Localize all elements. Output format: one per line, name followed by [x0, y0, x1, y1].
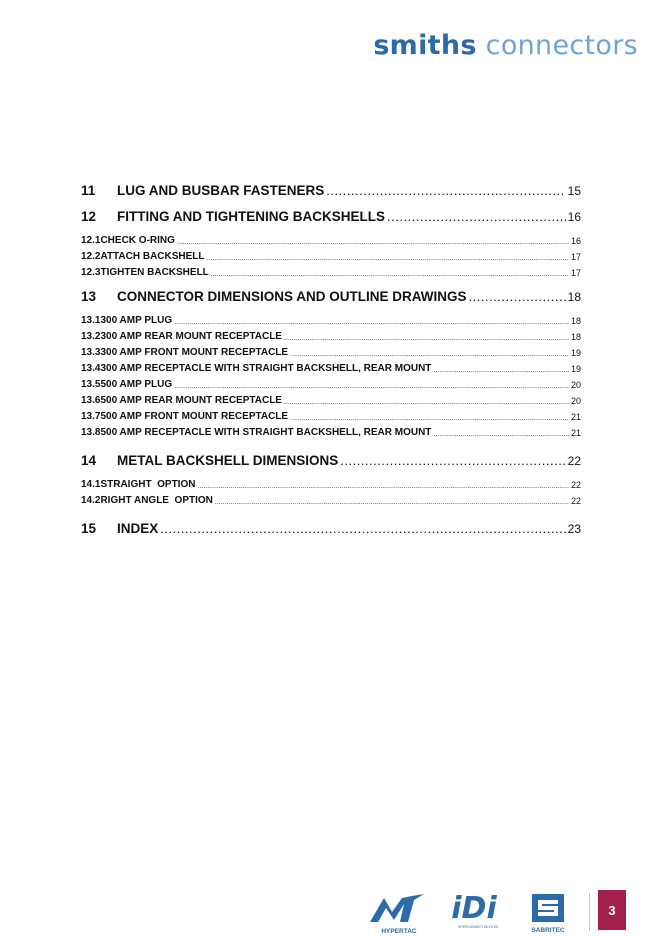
toc-page-number: 18 [570, 332, 581, 342]
toc-entry-number: 13 [81, 289, 97, 304]
toc-entry-number: 15 [81, 521, 97, 536]
toc-subentry-label: 13.7500 AMP FRONT MOUNT RECEPTACLE [81, 411, 289, 422]
toc-subentry-label: 13.8500 AMP RECEPTACLE WITH STRAIGHT BACKSHELL, REAR MOUNT [81, 427, 432, 438]
toc-entry-title: METAL BACKSHELL DIMENSIONS [117, 453, 339, 468]
toc-subentry-12-1[interactable] [81, 230, 581, 246]
toc-subentry-label: 13.6500 AMP REAR MOUNT RECEPTACLE [81, 395, 282, 406]
toc-entry-number: 11 [81, 183, 96, 198]
toc-entry-title: CONNECTOR DIMENSIONS AND OUTLINE DRAWINGS [117, 289, 467, 304]
toc-page-number: 17 [570, 252, 581, 262]
toc-entry-title: FITTING AND TIGHTENING BACKSHELLS [117, 209, 385, 224]
logo-word-smiths: smiths [373, 30, 477, 61]
toc-page-number: 19 [570, 364, 581, 374]
toc-subentry-13-5[interactable] [81, 374, 581, 390]
page-number-badge [598, 890, 626, 930]
toc-page-number: 18 [570, 316, 581, 326]
toc-subentry-13-2[interactable] [81, 326, 581, 342]
hypertac-logo [368, 890, 430, 936]
toc-subentry-13-6[interactable] [81, 390, 581, 406]
dot-leader [177, 239, 569, 246]
toc-subentry-13-1[interactable] [81, 310, 581, 326]
dot-leader [284, 399, 569, 406]
toc-entry-number: 12 [81, 209, 97, 224]
toc-page-number: 23 [567, 522, 581, 536]
idi-logo-text: iDi [451, 891, 497, 926]
dot-leader [215, 499, 569, 506]
dot-leader [290, 415, 569, 422]
toc-subentry-14-1[interactable] [81, 474, 581, 490]
toc-subentry-label: 13.3300 AMP FRONT MOUNT RECEPTACLE [81, 347, 289, 358]
toc-page-number: 17 [570, 268, 581, 278]
toc-subentry-14-2[interactable] [81, 490, 581, 506]
toc-subentry-label: 13.5500 AMP PLUG [81, 379, 173, 390]
toc-page-number: 19 [570, 348, 581, 358]
toc-subentry-12-2[interactable] [81, 246, 581, 262]
toc-page-number: 20 [570, 380, 581, 390]
toc-page-number: 15 [567, 184, 581, 198]
smiths-connectors-logo [373, 30, 638, 61]
hypertac-logo-text: HYPERTAC [381, 928, 417, 935]
toc-page-number: 22 [570, 496, 581, 506]
toc-subentry-label: 14.2RIGHT ANGLE OPTION [81, 495, 213, 506]
toc-subentry-label: 12.3TIGHTEN BACKSHELL [81, 267, 209, 278]
dot-leader [433, 367, 569, 374]
idi-logo-subtext: INTERCONNECT DEVICES [457, 925, 499, 929]
toc-page-number: 22 [570, 480, 581, 490]
dot-leader [284, 335, 569, 342]
toc-entry-11[interactable] [81, 172, 581, 198]
dot-leader [469, 289, 566, 304]
toc-page-number: 18 [567, 290, 581, 304]
dot-leader [326, 183, 565, 198]
sabritec-logo-text: SABRITEC [531, 927, 565, 934]
toc-page-number: 16 [570, 236, 581, 246]
toc-subentry-13-7[interactable] [81, 406, 581, 422]
footer-divider [589, 893, 590, 931]
toc-subentry-label: 12.2ATTACH BACKSHELL [81, 251, 205, 262]
toc-page-number: 16 [567, 210, 581, 224]
toc-subentry-13-4[interactable] [81, 358, 581, 374]
dot-leader [174, 319, 569, 326]
page-number: 3 [608, 902, 616, 918]
toc-page-number: 21 [570, 428, 581, 438]
dot-leader [174, 383, 569, 390]
toc-subentry-label: 13.2300 AMP REAR MOUNT RECEPTACLE [81, 331, 282, 342]
toc-subentry-label: 14.1STRAIGHT OPTION [81, 479, 196, 490]
dot-leader [160, 521, 565, 536]
dot-leader [197, 483, 569, 490]
toc-subentry-label: 13.4300 AMP RECEPTACLE WITH STRAIGHT BACKSHELL, REAR MOUNT [81, 363, 432, 374]
toc-entry-title: LUG AND BUSBAR FASTENERS [117, 183, 325, 198]
toc-subentry-label: 13.1300 AMP PLUG [81, 315, 173, 326]
toc-entry-15[interactable] [81, 510, 581, 536]
table-of-contents [81, 172, 581, 536]
toc-entry-14[interactable] [81, 442, 581, 468]
toc-page-number: 20 [570, 396, 581, 406]
dot-leader [211, 271, 569, 278]
logo-word-connectors: connectors [485, 30, 638, 61]
toc-page-number: 22 [567, 454, 581, 468]
toc-page-number: 21 [570, 412, 581, 422]
toc-entry-number: 14 [81, 453, 97, 468]
dot-leader [340, 453, 565, 468]
sabritec-logo [526, 890, 572, 936]
toc-entry-13[interactable] [81, 278, 581, 304]
dot-leader [387, 209, 566, 224]
dot-leader [433, 431, 569, 438]
toc-subentry-12-3[interactable] [81, 262, 581, 278]
toc-subentry-label: 12.1CHECK O-RING [81, 235, 175, 246]
toc-entry-title: INDEX [117, 521, 159, 536]
idi-logo [446, 888, 502, 936]
toc-entry-12[interactable] [81, 198, 581, 224]
footer [0, 880, 662, 935]
toc-subentry-13-3[interactable] [81, 342, 581, 358]
dot-leader [207, 255, 569, 262]
dot-leader [290, 351, 569, 358]
toc-subentry-13-8[interactable] [81, 422, 581, 438]
